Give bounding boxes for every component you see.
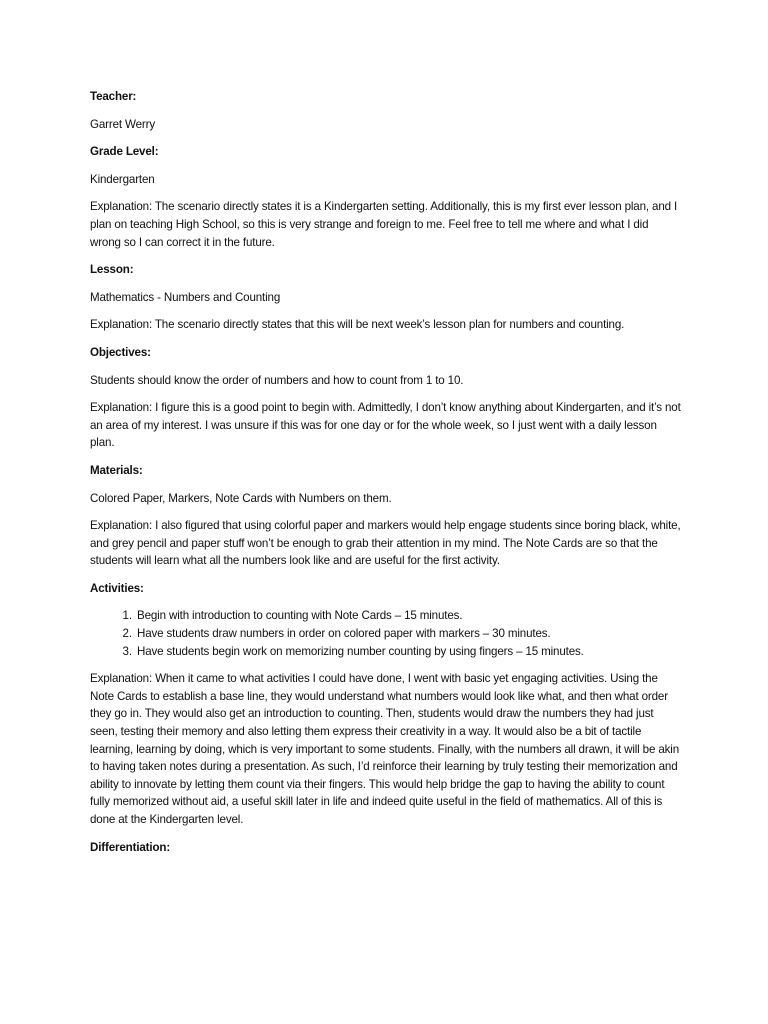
activity-item: 1. Begin with introduction to counting with Note Cards – 15 minutes. [135, 607, 682, 625]
objectives-label: Objectives: [90, 345, 151, 359]
materials-value: Colored Paper, Markers, Note Cards with Numbers on them. [90, 491, 392, 505]
grade-level-value: Kindergarten [90, 172, 155, 186]
objectives-value: Students should know the order of numbers and how to count from 1 to 10. [90, 373, 464, 387]
activities-explanation: Explanation: When it came to what activities I could have done, I went with basic yet engaging activities. Using the Note Cards to establish a base line, they would understand what numbers would look like what, and then what order they go in. They would also get an introduction to counting. Then, students would draw the numbers they had just seen, testing their memory and also letting them express their creativity in a way. It would also be a bit of tactile learning, learning by doing, which is very important to some students. Finally, with the numbers all drawn, it will be akin to having taken notes during a presentation. As such, I’d reinforce their learning by truly testing their memorization and ability to innovate by letting them count via their fingers. This would help bridge the gap to having the ability to count fully memorized without aid, a useful skill later in life and indeed quite useful in the field of mathematics. All of this is done at the Kindergarten level. [90, 672, 680, 826]
lesson-explanation: Explanation: The scenario directly states that this will be next week’s lesson plan for numbers and counting. [90, 318, 625, 332]
objectives-explanation: Explanation: I figure this is a good point to begin with. Admittedly, I don’t know anything about Kindergarten, and it’s not an area of my interest. I was unsure if this was for one day or for the whole week, so I just went with a daily lesson plan. [90, 401, 681, 450]
activity-item: 3. Have students begin work on memorizing number counting by using fingers – 15 minutes. [135, 643, 682, 661]
activity-item: 2. Have students draw numbers in order on colored paper with markers – 30 minutes. [135, 625, 682, 643]
teacher-label: Teacher: [90, 90, 137, 103]
lesson-label: Lesson: [90, 263, 134, 277]
lesson-value: Mathematics - Numbers and Counting [90, 290, 281, 304]
activities-list [90, 607, 682, 660]
differentiation-label: Differentiation: [90, 840, 171, 854]
materials-label: Materials: [90, 463, 143, 477]
teacher-value: Garret Werry [90, 117, 155, 131]
document-page [90, 88, 682, 866]
grade-level-explanation: Explanation: The scenario directly states it is a Kindergarten setting. Additionally, this is my first ever lesson plan, and I plan on teaching High School, so this is very strange and foreign to me. Feel free to tell me where and what I did wrong so I can correct it in the future. [90, 200, 678, 249]
materials-explanation: Explanation: I also figured that using colorful paper and markers would help engage students since boring black, white, and grey pencil and paper stuff won’t be enough to grab their attention in my mind. The Note Cards are so that the students will learn what all the numbers look like and are useful for the first activity. [90, 519, 681, 568]
grade-level-label: Grade Level: [90, 145, 159, 159]
activities-label: Activities: [90, 581, 144, 595]
